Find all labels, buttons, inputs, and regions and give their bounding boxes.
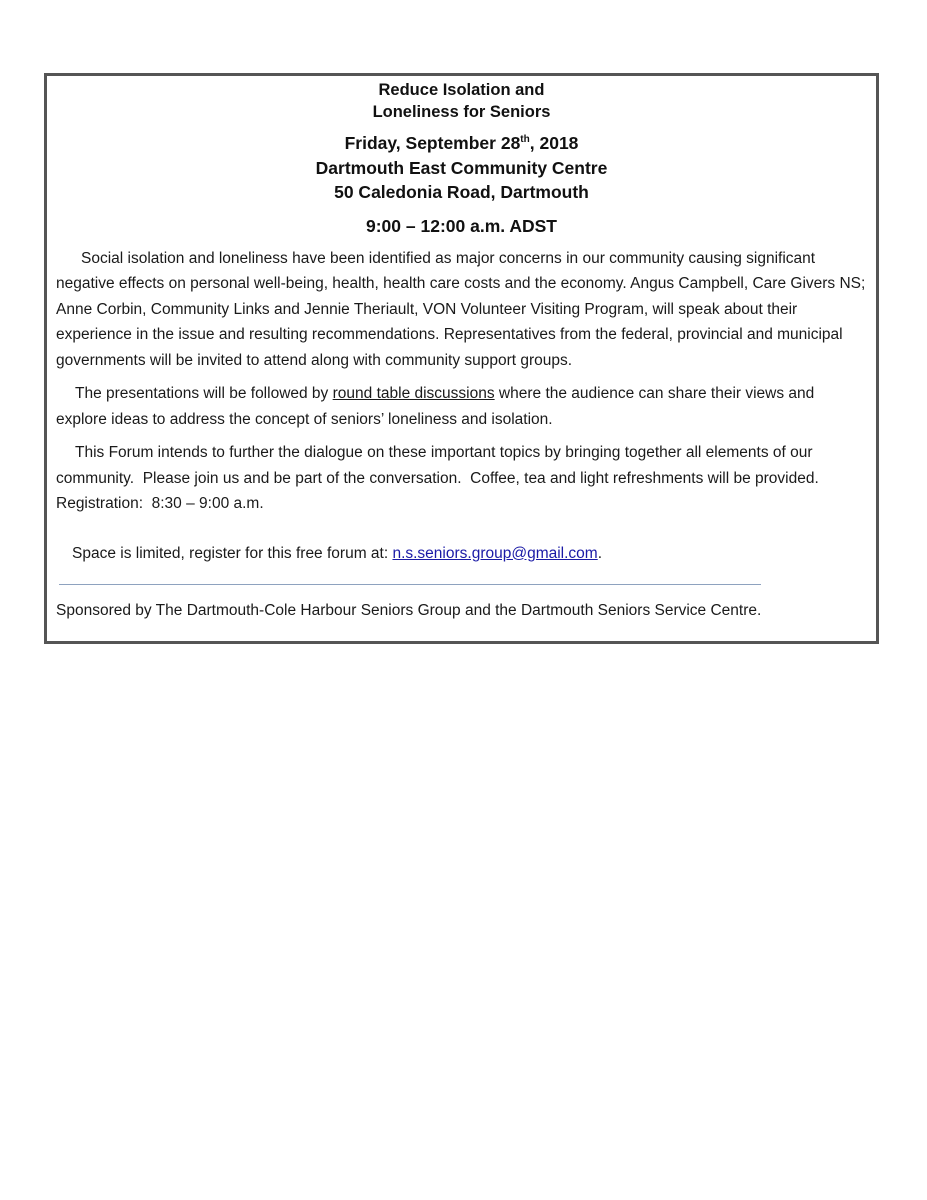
paragraph-presentations: [56, 381, 868, 432]
title-line-1: Reduce Isolation and: [378, 81, 545, 99]
paragraph-intro: Social isolation and loneliness have been identified as major concerns in our community causing significant negative effects on personal well-being, health, health care costs and the economy. Angus Campbell, Care Givers NS; Anne Corbin, Community Links and Jennie Theriault, VON Volunteer Visiting Program, will speak about their experience in the issue and resulting recommendations. Representatives from the federal, provincial and municipal governments will be invited to attend along with community support groups.: [56, 249, 866, 369]
event-time: 9:00 – 12:00 a.m. ADST: [366, 215, 557, 236]
event-venue: Dartmouth East Community Centre: [315, 157, 608, 178]
paragraph-forum: This Forum intends to further the dialogue on these important topics by bringing together all elements of our community. Please join us and be part of the conversation. Coffee, tea and light refreshments will be provided. Registration: 8:30 – 9:00 a.m.: [56, 444, 845, 512]
event-date: [47, 131, 876, 156]
sponsor-line: Sponsored by The Dartmouth-Cole Harbour Seniors Group and the Dartmouth Seniors Service Centre.: [56, 602, 762, 619]
event-date-year: , 2018: [529, 133, 579, 153]
title-line-2: Loneliness for Seniors: [372, 103, 551, 121]
flyer-heading: [47, 79, 876, 238]
event-flyer: [44, 73, 879, 644]
paragraph-presentations-end: where the audience can share their views and explore ideas to address the concept of seniors’ loneliness and isolation.: [56, 385, 815, 428]
registration-end: .: [597, 544, 603, 562]
registration-line: [56, 541, 868, 567]
event-address: 50 Caledonia Road, Dartmouth: [334, 182, 589, 202]
event-date-ordinal: th: [520, 134, 530, 146]
round-table-discussions-text: round table discussions: [332, 385, 495, 402]
registration-text: Space is limited, register for this free forum at:: [72, 544, 393, 562]
event-date-main: Friday, September 28: [344, 133, 521, 153]
divider-line: [59, 584, 761, 585]
paragraph-presentations-start: The presentations will be followed by: [75, 385, 333, 402]
registration-email-link[interactable]: n.s.seniors.group@gmail.com: [392, 544, 598, 562]
flyer-body: [47, 246, 876, 567]
event-details: [47, 131, 876, 205]
